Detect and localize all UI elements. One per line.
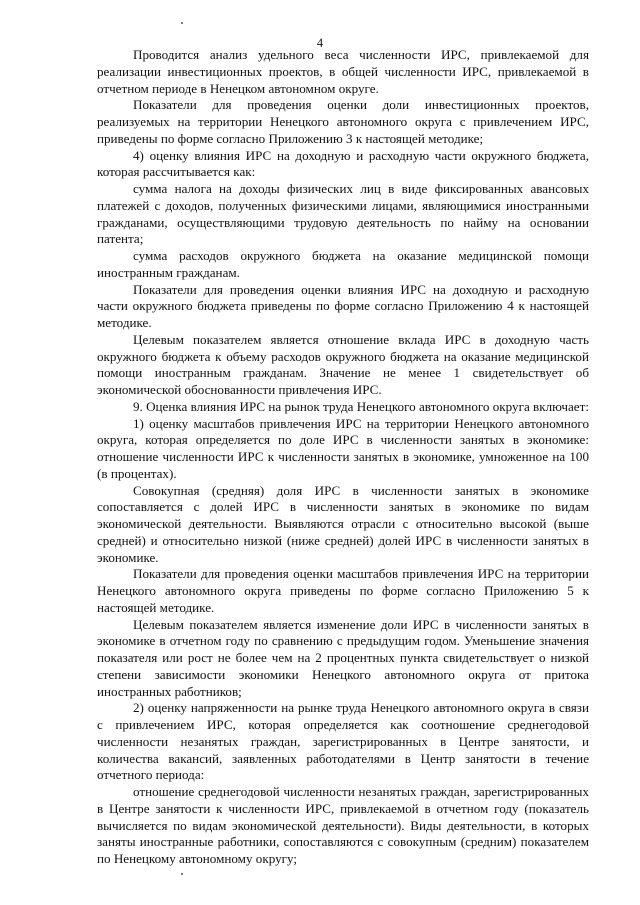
paragraph: Проводится анализ удельного веса численности ИРС, привлекаемой для реализации инвестиционных проектов, в общей численности ИРС, привлекаемой в отчетном периоде в Ненецком автономном округе. xyxy=(97,47,589,96)
paragraph: Целевым показателем является отношение вклада ИРС в доходную часть окружного бюджета к объему расходов окружного бюджета на оказание медицинской помощи иностранным гражданам. Значение не менее 1 свидетельствует об экономической обоснованности привлечения ИРС. xyxy=(97,331,589,397)
paragraph: 1) оценку масштабов привлечения ИРС на территории Ненецкого автономного округа, которая определяется по доле ИРС в численности занятых в экономике: отношение численности ИРС к численности занятых в экономике, умноженное на 100 (в процентах). xyxy=(97,415,589,481)
paragraph: отношение среднегодовой численности незанятых граждан, зарегистрированных в Центре занятости к численности ИРС, привлекаемой в отчетном году (показатель вычисляется по видам экономической деятельности). Виды деятельности, в которых заняты иностранные работники, сопоставляются с совокупным (средним) показателем по Ненецкому автономному округу; xyxy=(97,784,589,866)
paragraph: Совокупная (средняя) доля ИРС в численности занятых в экономике сопоставляется с долей ИРС в численности занятых в экономике по видам экономической деятельности. Выявляются отрасли с относительно высокой (выше средней) и относительно низкой (ниже средней) долей ИРС в численности занятых в экономике. xyxy=(97,482,589,565)
scan-speck xyxy=(181,22,183,24)
paragraph: Показатели для проведения оценки масштабов привлечения ИРС на территории Ненецкого автономного округа приведены по форме согласно Приложению 5 к настоящей методике. xyxy=(97,566,589,615)
paragraph: Показатели для проведения оценки влияния ИРС на доходную и расходную части окружного бюджета приведены по форме согласно Приложению 4 к настоящей методике. xyxy=(97,281,589,330)
scan-speck xyxy=(181,873,183,875)
paragraph: Показатели для проведения оценки доли инвестиционных проектов, реализуемых на территории Ненецкого автономного округа с привлечением ИРС, приведены по форме согласно Приложению 3 к настоящей методике; xyxy=(97,97,589,146)
paragraph: Целевым показателем является изменение доли ИРС в численности занятых в экономике в отчетном году по сравнению с предыдущим годом. Уменьшение значения показателя или рост не более чем на 2 процентных пункта свидетельствует о низкой степени зависимости экономики Ненецкого автономного округа от притока иностранных работников; xyxy=(97,616,589,699)
paragraph: 2) оценку напряженности на рынке труда Ненецкого автономного округа в связи с привлечением ИРС, которая определяется как соотношение среднегодовой численности незанятых граждан, зарегистрированных в Центре занятости, и количества вакансий, заявленных работодателями в Центр занятости в течение отчетного периода: xyxy=(97,700,589,783)
paragraph: 9. Оценка влияния ИРС на рынок труда Ненецкого автономного округа включает: xyxy=(133,398,589,414)
document-body xyxy=(97,47,589,868)
paragraph: сумма налога на доходы физических лиц в виде фиксированных авансовых платежей с доходов, полученных физическими лицами, являющимися иностранными гражданами, осуществляющими трудовую деятельность по найму на основании патента; xyxy=(97,181,589,247)
page-number: 4 xyxy=(316,36,324,50)
paragraph: сумма расходов окружного бюджета на оказание медицинской помощи иностранным гражданам. xyxy=(97,248,589,280)
paragraph: 4) оценку влияния ИРС на доходную и расходную части окружного бюджета, которая рассчитывается как: xyxy=(97,147,589,180)
